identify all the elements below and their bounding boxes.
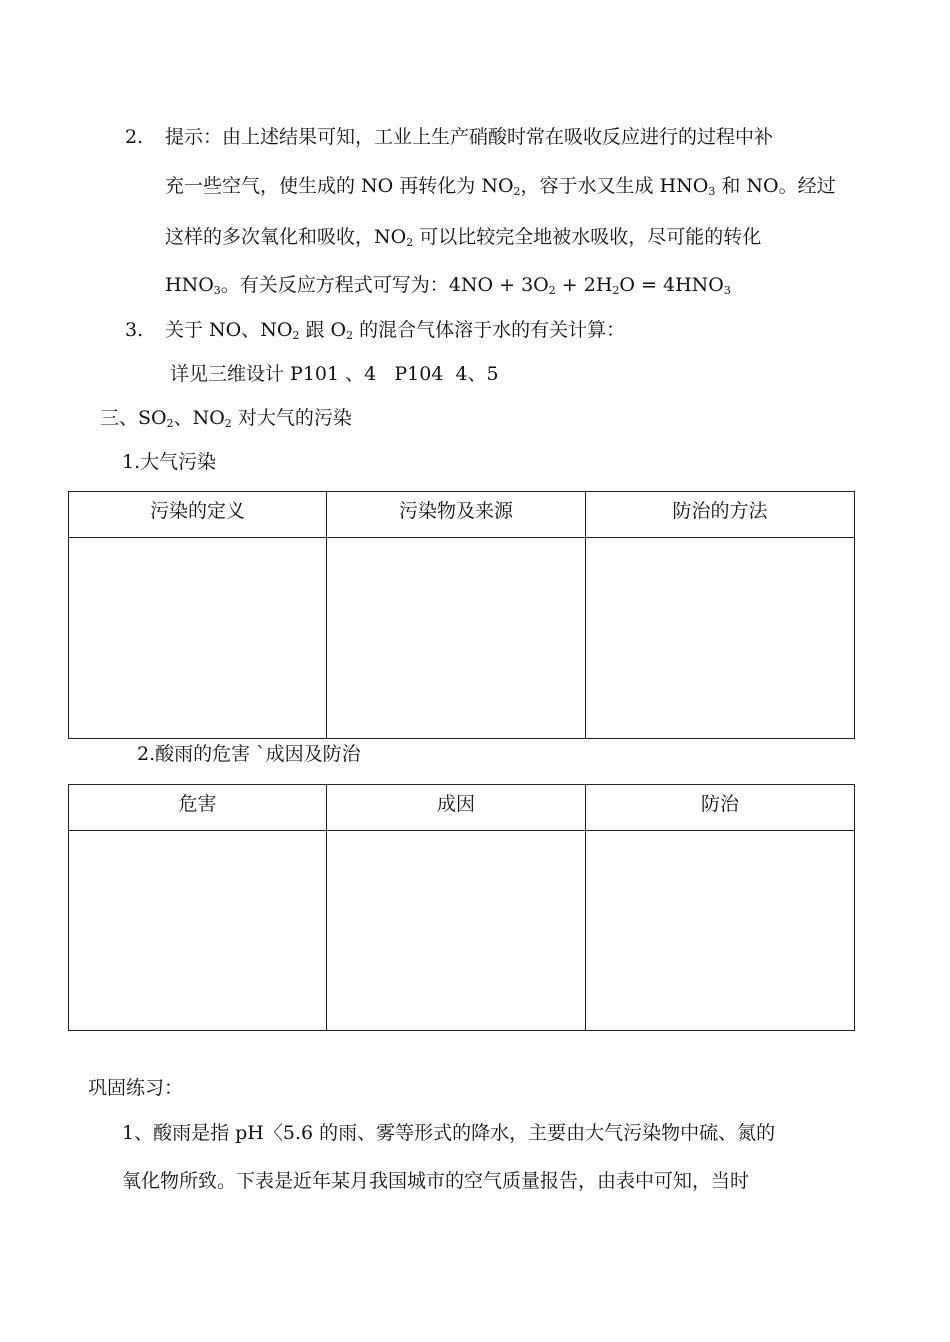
practice-heading: 巩固练习：: [88, 1077, 184, 1099]
table-cell: [327, 831, 586, 1031]
table-cell: [69, 538, 327, 739]
item-3-line-1: 关于 NO、$NO_2$ 跟 $O_2$ 的混合气体溶于水的有关计算：: [165, 319, 626, 342]
table-cell: [69, 831, 327, 1031]
table-cell: [327, 538, 586, 739]
column-header: 污染的定义: [69, 492, 327, 538]
column-header: 成因: [327, 785, 586, 831]
table-cell: [586, 831, 855, 1031]
item-2-number: 2.: [125, 126, 144, 148]
subsection-acid-rain: 2.酸雨的危害 `成因及防治: [137, 743, 361, 765]
column-header: 危害: [69, 785, 327, 831]
section-3-heading: 三、$SO_2$、$NO_2$ 对大气的污染: [100, 407, 352, 430]
table-row: [69, 831, 855, 1031]
column-header: 防治的方法: [586, 492, 855, 538]
column-header: 污染物及来源: [327, 492, 586, 538]
table-row: [69, 538, 855, 739]
item-2-equation-line: $HNO_3$。有关反应方程式可写为：$4NO + 3O_2 + 2H_2O = 4HNO_3$: [165, 274, 731, 297]
table-header-row: [69, 785, 855, 831]
practice-question-1-line-1: 1、酸雨是指 pH〈5.6 的雨、雾等形式的降水，主要由大气污染物中硫、氮的: [122, 1122, 776, 1144]
table-cell: [586, 538, 855, 739]
column-header: 防治: [586, 785, 855, 831]
item-3-reference: 详见三维设计 P101 、4 P104 4、5: [170, 363, 499, 385]
practice-question-1-line-2: 氧化物所致。下表是近年某月我国城市的空气质量报告，由表中可知，当时: [122, 1170, 750, 1192]
acid-rain-table: [68, 784, 855, 1031]
item-2-line-3: 这样的多次氧化和吸收，$NO_2$ 可以比较完全地被水吸收，尽可能的转化: [165, 226, 762, 249]
item-2-line-2: 充一些空气，使生成的 NO 再转化为 $NO_2$，容于水又生成 $HNO_3$ 和 NO。经过: [165, 175, 836, 198]
item-2-line-1: 提示：由上述结果可知，工业上生产硝酸时常在吸收反应进行的过程中补: [165, 126, 774, 148]
item-3-number: 3.: [125, 319, 144, 341]
air-pollution-table: [68, 491, 855, 739]
subsection-air-pollution: 1.大气污染: [122, 451, 217, 473]
table-header-row: [69, 492, 855, 538]
